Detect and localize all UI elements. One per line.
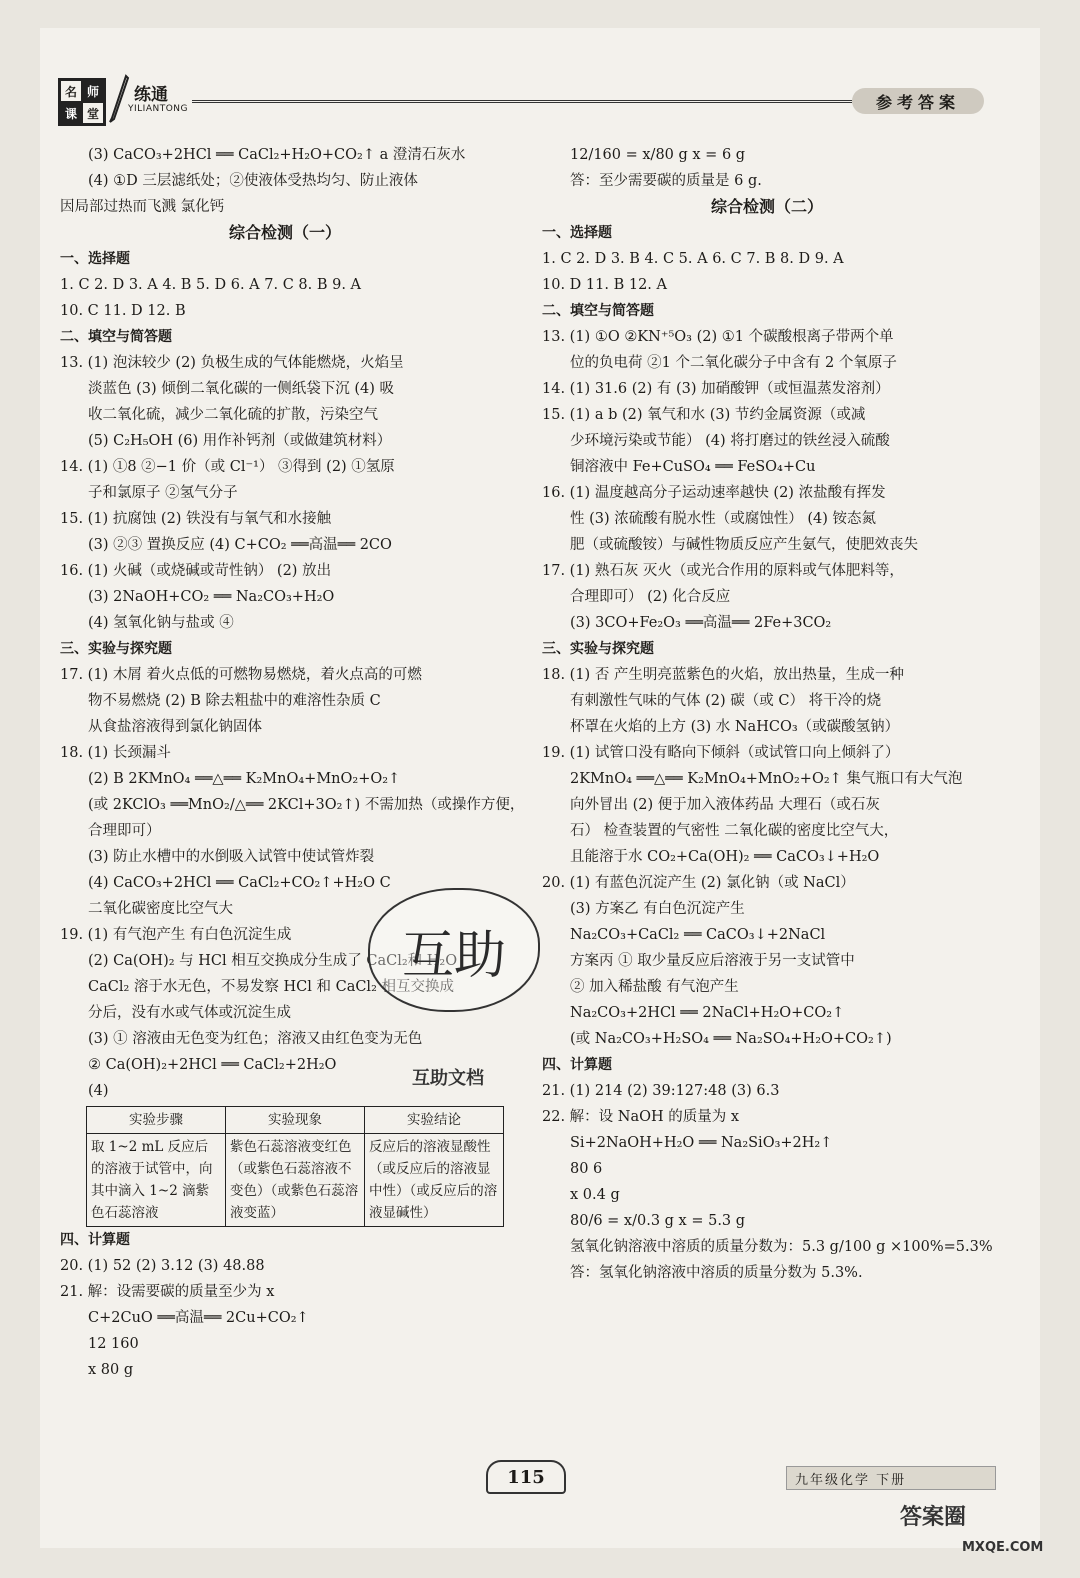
answer-line: 答：至少需要碳的质量是 6 g. xyxy=(570,173,762,189)
answer-line: 80 6 xyxy=(570,1161,603,1177)
answer-line: 合理即可） xyxy=(88,823,161,839)
answer-line: (3) CaCO₃+2HCl ══ CaCl₂+H₂O+CO₂↑ a 澄清石灰水 xyxy=(88,147,466,163)
answer-line: 15. (1) a b (2) 氧气和水 (3) 节约金属资源（或减 xyxy=(542,407,866,423)
section-heading: 四、计算题 xyxy=(542,1057,612,1073)
answer-line: 石） 检查装置的气密性 二氧化碳的密度比空气大， xyxy=(570,823,899,839)
answer-line: 17. (1) 木屑 着火点低的可燃物易燃烧，着火点高的可燃 xyxy=(60,667,422,683)
section-title: 综合检测（二） xyxy=(710,197,823,216)
answer-line: 20. (1) 有蓝色沉淀产生 (2) 氯化钠（或 NaCl） xyxy=(542,875,855,891)
answer-line: 19. (1) 试管口没有略向下倾斜（或试管口向上倾斜了） xyxy=(542,745,900,761)
answer-line: (3) ②③ 置换反应 (4) C+CO₂ ══高温══ 2CO xyxy=(88,537,392,553)
brand-title: 练通 xyxy=(134,85,168,105)
pen-icon xyxy=(104,74,132,124)
watermark-stamp-text: 互助文档 xyxy=(412,1068,484,1089)
answer-line: 13. (1) 泡沫较少 (2) 负极生成的气体能燃烧，火焰呈 xyxy=(60,355,404,371)
answer-line: x 0.4 g xyxy=(570,1187,620,1203)
answer-line: 收二氧化硫，减少二氧化硫的扩散，污染空气 xyxy=(88,407,378,423)
answer-line: 12/160 = x/80 g x = 6 g xyxy=(570,147,746,163)
answer-line: 1. C 2. D 3. A 4. B 5. D 6. A 7. C 8. B 9. A xyxy=(60,277,362,293)
answer-line: 14. (1) ①8 ②−1 价（或 Cl⁻¹） ③得到 (2) ①氢原 xyxy=(60,459,395,475)
answer-line: 杯罩在火焰的上方 (3) 水 NaHCO₃（或碳酸氢钠） xyxy=(570,719,900,735)
answer-line: 少环境污染或节能） (4) 将打磨过的铁丝浸入硫酸 xyxy=(570,433,890,449)
answer-line: 且能溶于水 CO₂+Ca(OH)₂ ══ CaCO₃↓+H₂O xyxy=(570,849,880,865)
answer-line: (或 2KClO₃ ══MnO₂/△══ 2KCl+3O₂↑) 不需加热（或操作方便， xyxy=(88,797,525,813)
table-header-cell: 实验步骤 xyxy=(87,1107,226,1134)
site-watermark: 答案圈 xyxy=(900,1505,967,1530)
section-heading: 二、填空与简答题 xyxy=(542,303,654,319)
answer-line: 铜溶液中 Fe+CuSO₄ ══ FeSO₄+Cu xyxy=(570,459,816,475)
publisher-logo xyxy=(58,78,106,126)
answer-line: 21. 解：设需要碳的质量至少为 x xyxy=(60,1284,275,1300)
answer-line: 20. (1) 52 (2) 3.12 (3) 48.88 xyxy=(60,1258,265,1274)
section-label: 参考答案 xyxy=(852,88,984,114)
answer-line: 10. C 11. D 12. B xyxy=(60,303,186,319)
answer-line: (2) Ca(OH)₂ 与 HCl 相互交换成分生成了 CaCl₂和 H₂O xyxy=(88,953,458,969)
answer-line: Na₂CO₃+2HCl ══ 2NaCl+H₂O+CO₂↑ xyxy=(570,1005,845,1021)
answer-line: 80/6 = x/0.3 g x = 5.3 g xyxy=(570,1213,746,1229)
answer-line: (5) C₂H₅OH (6) 用作补钙剂（或做建筑材料） xyxy=(88,433,392,449)
answer-line: (3) 3CO+Fe₂O₃ ══高温══ 2Fe+3CO₂ xyxy=(570,615,832,631)
answer-line: 方案丙 ① 取少量反应后溶液于另一支试管中 xyxy=(570,953,855,969)
brand-subtitle: YILIANTONG xyxy=(128,104,188,114)
answer-line: 18. (1) 否 产生明亮蓝紫色的火焰，放出热量，生成一种 xyxy=(542,667,904,683)
answer-line: C+2CuO ══高温══ 2Cu+CO₂↑ xyxy=(88,1310,309,1326)
answer-line: 19. (1) 有气泡产生 有白色沉淀生成 xyxy=(60,927,292,943)
answer-line: (4) ①D 三层滤纸处；②使液体受热均匀、防止液体 xyxy=(88,173,418,189)
answer-line: CaCl₂ 溶于水无色，不易发察 HCl 和 CaCl₂ 相互交换成 xyxy=(88,979,454,995)
answer-line: x 80 g xyxy=(88,1362,134,1378)
section-heading: 三、实验与探究题 xyxy=(60,641,172,657)
answer-line: 因局部过热而飞溅 氯化钙 xyxy=(60,199,225,215)
answer-line: 性 (3) 浓硫酸有脱水性（或腐蚀性） (4) 铵态氮 xyxy=(570,511,877,527)
answer-line: 氢氧化钠溶液中溶质的质量分数为：5.3 g/100 g ×100%=5.3% xyxy=(570,1239,993,1255)
answer-line: 二氧化碳密度比空气大 xyxy=(88,901,233,917)
answer-line: (3) 防止水槽中的水倒吸入试管中使试管炸裂 xyxy=(88,849,375,865)
answer-line: 位的负电荷 ②1 个二氧化碳分子中含有 2 个氧原子 xyxy=(570,355,897,371)
answer-line: (3) 2NaOH+CO₂ ══ Na₂CO₃+H₂O xyxy=(88,589,335,605)
answer-line: 14. (1) 31.6 (2) 有 (3) 加硝酸钾（或恒温蒸发溶剂） xyxy=(542,381,890,397)
answer-line: 从食盐溶液得到氯化钠固体 xyxy=(88,719,262,735)
answer-line: ② 加入稀盐酸 有气泡产生 xyxy=(570,979,739,995)
answer-line: 向外冒出 (2) 便于加入液体药品 大理石（或石灰 xyxy=(570,797,880,813)
watermark-stamp: 互助 xyxy=(368,888,540,1012)
answer-line: 子和氯原子 ②氢气分子 xyxy=(88,485,238,501)
right-column xyxy=(542,142,992,1286)
answer-line: 22. 解：设 NaOH 的质量为 x xyxy=(542,1109,740,1125)
answer-line: (3) 方案乙 有白色沉淀产生 xyxy=(570,901,745,917)
answer-line: 21. (1) 214 (2) 39:127:48 (3) 6.3 xyxy=(542,1083,780,1099)
answer-line: 17. (1) 熟石灰 灭火（或光合作用的原料或气体肥料等， xyxy=(542,563,904,579)
answer-line: 16. (1) 温度越高分子运动速率越快 (2) 浓盐酸有挥发 xyxy=(542,485,886,501)
answer-line: 答：氢氧化钠溶液中溶质的质量分数为 5.3%. xyxy=(570,1265,863,1281)
experiment-table xyxy=(86,1106,504,1227)
answer-line: 10. D 11. B 12. A xyxy=(542,277,667,293)
answer-line: (4) xyxy=(88,1083,109,1099)
answer-line: (3) ① 溶液由无色变为红色；溶液又由红色变为无色 xyxy=(88,1031,423,1047)
logo-char: 课 xyxy=(60,102,82,124)
table-cell: 反应后的溶液显酸性（或反应后的溶液显中性）（或反应后的溶液显碱性） xyxy=(365,1134,504,1227)
answer-line: (4) 氢氧化钠与盐或 ④ xyxy=(88,615,234,631)
answer-line: (或 Na₂CO₃+H₂SO₄ ══ Na₂SO₄+H₂O+CO₂↑) xyxy=(570,1031,892,1047)
book-label: 九年级化学 下册 xyxy=(786,1466,996,1490)
answer-line: 16. (1) 火碱（或烧碱或苛性钠） (2) 放出 xyxy=(60,563,332,579)
answer-line: 分后，没有水或气体或沉淀生成 xyxy=(88,1005,291,1021)
site-watermark-url: MXQE.COM xyxy=(962,1540,1044,1555)
answer-line: 2KMnO₄ ══△══ K₂MnO₄+MnO₂+O₂↑ 集气瓶口有大气泡 xyxy=(570,771,963,787)
left-column xyxy=(60,142,525,1383)
table-cell: 紫色石蕊溶液变红色（或紫色石蕊溶液不变色）（或紫色石蕊溶液变蓝） xyxy=(226,1134,365,1227)
answer-line: 物不易燃烧 (2) B 除去粗盐中的难溶性杂质 C xyxy=(88,693,381,709)
header-rule xyxy=(192,100,852,103)
table-header-cell: 实验现象 xyxy=(226,1107,365,1134)
section-heading: 二、填空与简答题 xyxy=(60,329,172,345)
answer-line: (4) CaCO₃+2HCl ══ CaCl₂+CO₂↑+H₂O C xyxy=(88,875,391,891)
table-cell: 取 1~2 mL 反应后的溶液于试管中，向其中滴入 1~2 滴紫色石蕊溶液 xyxy=(87,1134,226,1227)
section-heading: 三、实验与探究题 xyxy=(542,641,654,657)
page-number: 115 xyxy=(486,1460,566,1494)
answer-line: ② Ca(OH)₂+2HCl ══ CaCl₂+2H₂O xyxy=(88,1057,337,1073)
answer-line: 13. (1) ①O ②KN⁺⁵O₃ (2) ①1 个碳酸根离子带两个单 xyxy=(542,329,894,345)
answer-line: (2) B 2KMnO₄ ══△══ K₂MnO₄+MnO₂+O₂↑ xyxy=(88,771,401,787)
answer-line: 12 160 xyxy=(88,1336,139,1352)
section-title: 综合检测（一） xyxy=(228,223,341,242)
answer-line: 1. C 2. D 3. B 4. C 5. A 6. C 7. B 8. D 9. A xyxy=(542,251,844,267)
answer-line: 合理即可） (2) 化合反应 xyxy=(570,589,731,605)
logo-char: 堂 xyxy=(82,102,104,124)
logo-char: 名 xyxy=(60,80,82,102)
section-heading: 四、计算题 xyxy=(60,1232,130,1248)
logo-char: 师 xyxy=(82,80,104,102)
table-header-cell: 实验结论 xyxy=(365,1107,504,1134)
answer-line: 肥（或硫酸铵）与碱性物质反应产生氨气，使肥效丧失 xyxy=(570,537,918,553)
answer-line: Si+2NaOH+H₂O ══ Na₂SiO₃+2H₂↑ xyxy=(570,1135,833,1151)
answer-line: 15. (1) 抗腐蚀 (2) 铁没有与氧气和水接触 xyxy=(60,511,332,527)
section-heading: 一、选择题 xyxy=(60,251,130,267)
answer-line: 18. (1) 长颈漏斗 xyxy=(60,745,171,761)
answer-line: 淡蓝色 (3) 倾倒二氧化碳的一侧纸袋下沉 (4) 吸 xyxy=(88,381,395,397)
answer-line: Na₂CO₃+CaCl₂ ══ CaCO₃↓+2NaCl xyxy=(570,927,826,943)
answer-line: 有刺激性气味的气体 (2) 碳（或 C） 将干冷的烧 xyxy=(570,693,882,709)
section-heading: 一、选择题 xyxy=(542,225,612,241)
